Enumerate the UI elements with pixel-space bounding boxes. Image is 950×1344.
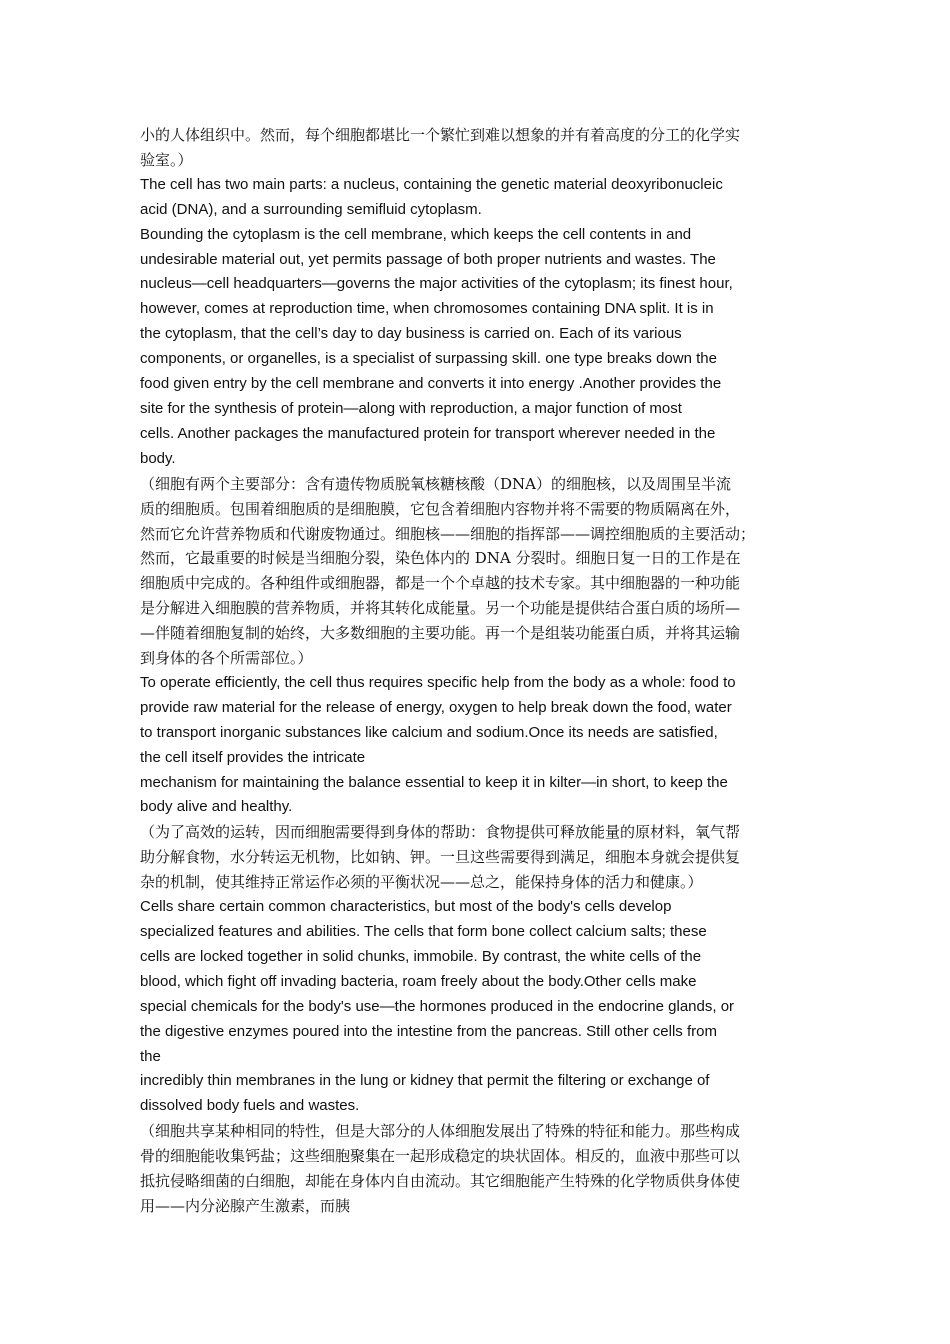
text-line: 然而，它最重要的时候是当细胞分裂，染色体内的 DNA 分裂时。细胞日复一日的工作是在 [140, 549, 741, 568]
text-line: incredibly thin membranes in the lung or kidney that permit the filtering or exchange of [140, 1072, 710, 1090]
chinese-translation-paragraph [140, 123, 820, 173]
text-line: the [140, 1047, 161, 1065]
text-line: the cell itself provides the intricate [140, 748, 366, 766]
text-line: specialized features and abilities. The cells that form bone collect calcium salts; these [140, 923, 707, 940]
text-line: food given entry by the cell membrane and converts it into energy .Another provides the [140, 375, 722, 393]
english-paragraph [140, 173, 820, 223]
text-line: site for the synthesis of protein—along with reproduction, a major function of most [140, 399, 682, 417]
text-line: Cells share certain common characteristics, but most of the body's cells develop [140, 898, 672, 916]
text-line: nucleus—cell headquarters—governs the major activities of the cytoplasm; its finest hour, [140, 275, 733, 293]
text-line: the digestive enzymes poured into the intestine from the pancreas. Still other cells from [140, 1022, 717, 1040]
text-line: blood, which fight off invading bacteria, roam freely about the body.Other cells make [140, 972, 697, 990]
chinese-translation-paragraph [140, 1119, 820, 1219]
text-line: components, or organelles, is a specialist of surpassing skill. one type breaks down the [140, 350, 717, 368]
text-line: however, comes at reproduction time, when chromosomes containing DNA split. It is in [140, 300, 714, 318]
text-line: 验室。） [140, 150, 193, 169]
text-line: 小的人体组织中。然而，每个细胞都堪比一个繁忙到难以想象的并有着高度的分工的化学实 [140, 126, 741, 144]
text-line: 然而它允许营养物质和代谢废物通过。细胞核——细胞的指挥部——调控细胞质的主要活动； [140, 524, 756, 543]
text-line: provide raw material for the release of energy, oxygen to help break down the food, water [140, 698, 732, 716]
text-line: （为了高效的运转，因而细胞需要得到身体的帮助：食物提供可释放能量的原材料，氧气帮 [140, 823, 741, 842]
text-line: 到身体的各个所需部位。） [140, 649, 313, 668]
english-paragraph [140, 895, 820, 1119]
text-line: undesirable material out, yet permits passage of both proper nutrients and wastes. The [140, 250, 716, 268]
text-line: body alive and healthy. [140, 798, 293, 816]
text-line: 是分解进入细胞膜的营养物质，并将其转化成能量。另一个功能是提供结合蛋白质的场所— [140, 599, 741, 618]
text-line: To operate efficiently, the cell thus requires specific help from the body as a whole: food to [140, 673, 736, 691]
text-line: dissolved body fuels and wastes. [140, 1097, 360, 1115]
text-line: cells are locked together in solid chunks, immobile. By contrast, the white cells of the [140, 947, 702, 965]
text-line: Bounding the cytoplasm is the cell membrane, which keeps the cell contents in and [140, 225, 692, 243]
chinese-translation-paragraph [140, 820, 820, 895]
text-line: 骨的细胞能收集钙盐；这些细胞聚集在一起形成稳定的块状固体。相反的，血液中那些可以 [140, 1147, 741, 1166]
text-line: （细胞共享某种相同的特性，但是大部分的人体细胞发展出了特殊的特征和能力。那些构成 [140, 1122, 741, 1141]
text-line: special chemicals for the body's use—the hormones produced in the endocrine glands, or [140, 997, 735, 1015]
text-line: acid (DNA), and a surrounding semifluid cytoplasm. [140, 200, 482, 218]
text-line: （细胞有两个主要部分：含有遗传物质脱氧核糖核酸（DNA）的细胞核，以及周围呈半流 [140, 474, 731, 493]
english-paragraph [140, 223, 820, 472]
chinese-translation-paragraph [140, 472, 820, 671]
document-page [140, 123, 820, 1219]
text-line: 质的细胞质。包围着细胞质的是细胞膜，它包含着细胞内容物并将不需要的物质隔离在外， [140, 499, 741, 518]
text-line: —伴随着细胞复制的始终，大多数细胞的主要功能。再一个是组装功能蛋白质，并将其运输 [140, 624, 741, 643]
text-line: cells. Another packages the manufactured protein for transport wherever needed in the [140, 424, 716, 442]
text-line: The cell has two main parts: a nucleus, containing the genetic material deoxyribonucleic [140, 175, 723, 193]
text-line: 细胞质中完成的。各种组件或细胞器，都是一个个卓越的技术专家。其中细胞器的一种功能 [140, 574, 741, 593]
text-line: 助分解食物，水分转运无机物，比如钠、钾。一旦这些需要得到满足，细胞本身就会提供复 [140, 848, 741, 867]
english-paragraph [140, 671, 820, 820]
text-line: the cytoplasm, that the cell’s day to day business is carried on. Each of its various [140, 325, 682, 343]
text-line: body. [140, 449, 176, 467]
text-line: mechanism for maintaining the balance essential to keep it in kilter—in short, to keep the [140, 773, 728, 791]
text-line: to transport inorganic substances like calcium and sodium.Once its needs are satisfied, [140, 723, 718, 741]
text-line: 用——内分泌腺产生激素，而胰 [140, 1196, 351, 1215]
text-line: 杂的机制，使其维持正常运作必须的平衡状况——总之，能保持身体的活力和健康。） [140, 873, 703, 892]
text-line: 抵抗侵略细菌的白细胞，却能在身体内自由流动。其它细胞能产生特殊的化学物质供身体使 [140, 1172, 741, 1191]
